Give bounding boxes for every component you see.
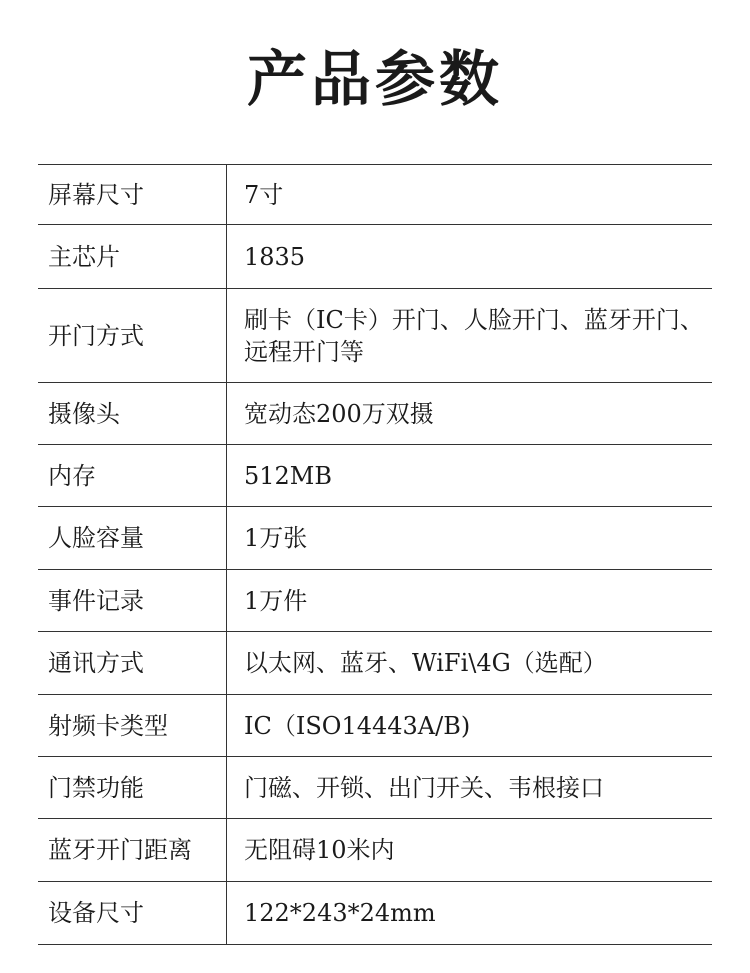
spec-label: 内存 xyxy=(38,445,227,507)
spec-label: 设备尺寸 xyxy=(38,882,227,945)
spec-value: 512MB xyxy=(244,461,333,490)
spec-value: 宽动态200万双摄 xyxy=(244,399,434,428)
spec-table xyxy=(38,164,712,945)
table-row xyxy=(38,507,712,570)
spec-label: 主芯片 xyxy=(38,225,227,289)
spec-label: 开门方式 xyxy=(38,289,227,383)
spec-value: 7寸 xyxy=(244,180,284,209)
spec-value: 122*243*24mm xyxy=(244,899,436,927)
table-row xyxy=(38,383,712,445)
table-row xyxy=(38,757,712,819)
spec-label: 通讯方式 xyxy=(38,632,227,695)
table-row xyxy=(38,882,712,945)
spec-value: IC（ISO14443A/B) xyxy=(244,711,471,740)
spec-label: 射频卡类型 xyxy=(38,695,227,757)
spec-value: 无阻碍10米内 xyxy=(244,836,395,864)
spec-label: 蓝牙开门距离 xyxy=(38,819,227,882)
table-row xyxy=(38,695,712,757)
table-row xyxy=(38,225,712,289)
spec-label: 事件记录 xyxy=(38,570,227,632)
table-row xyxy=(38,289,712,383)
spec-value: 刷卡（IC卡）开门、人脸开门、蓝牙开门、远程开门等 xyxy=(244,305,704,366)
table-row xyxy=(38,632,712,695)
table-row xyxy=(38,165,712,225)
spec-label: 屏幕尺寸 xyxy=(38,165,227,225)
spec-label: 摄像头 xyxy=(38,383,227,445)
table-row xyxy=(38,819,712,882)
page-title: 产品参数 xyxy=(247,45,503,115)
table-row xyxy=(38,445,712,507)
spec-value: 以太网、蓝牙、WiFi\4G（选配） xyxy=(244,649,607,677)
spec-value: 1835 xyxy=(244,242,306,271)
spec-value: 门磁、开锁、出门开关、韦根接口 xyxy=(244,773,604,802)
spec-value: 1万张 xyxy=(244,524,308,552)
spec-label: 人脸容量 xyxy=(38,507,227,570)
spec-label: 门禁功能 xyxy=(38,757,227,819)
spec-value: 1万件 xyxy=(244,586,308,615)
table-row xyxy=(38,570,712,632)
